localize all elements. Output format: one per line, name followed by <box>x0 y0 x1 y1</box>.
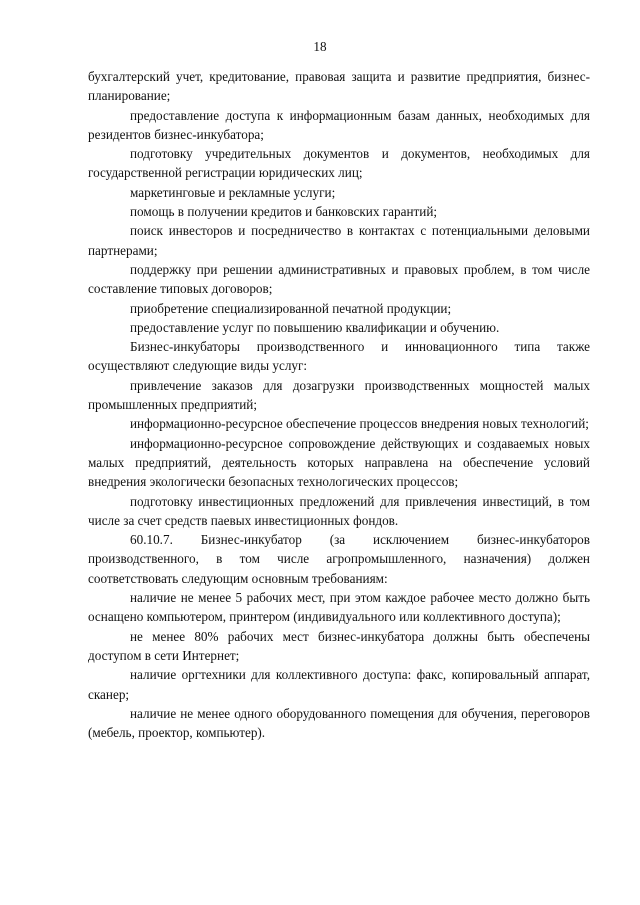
paragraph: предоставление услуг по повышению квалификации и обучению. <box>130 319 500 335</box>
paragraph: предоставление доступа к информационным базам данных, необходимых для резидентов бизнес-инкубатора; <box>88 107 590 142</box>
paragraph: привлечение заказов для дозагрузки производственных мощностей малых промышленных предприятий; <box>88 377 590 413</box>
paragraph: маркетинговые и рекламные услуги; <box>130 184 336 200</box>
paragraph: бухгалтерский учет, кредитование, правовая защита и развитие предприятия, бизнес-планирование; <box>88 69 590 104</box>
paragraph: Бизнес-инкубаторы производственного и инновационного типа также осуществляют следующие виды услуг: <box>88 339 590 374</box>
paragraph: информационно-ресурсное обеспечение процессов внедрения новых технологий; <box>130 416 589 432</box>
paragraph: поиск инвесторов и посредничество в контактах с потенциальными деловыми партнерами; <box>88 223 590 258</box>
paragraph: наличие не менее 5 рабочих мест, при этом каждое рабочее место должно быть оснащено компьютером, принтером (индивидуального или коллективного доступа); <box>88 590 590 625</box>
paragraph: подготовку инвестиционных предложений для привлечения инвестиций, в том числе за счет средств паевых инвестиционных фондов. <box>88 493 590 528</box>
paragraph: 60.10.7. Бизнес-инкубатор (за исключением бизнес-инкубаторов производственного, в том числе агропромышленного, назначения) должен соответствовать следующим основным требованиям: <box>88 532 590 586</box>
document-body <box>88 67 590 742</box>
paragraph: поддержку при решении административных и правовых проблем, в том числе составление типовых договоров; <box>88 261 590 297</box>
paragraph: наличие не менее одного оборудованного помещения для обучения, переговоров (мебель, проектор, компьютер). <box>88 705 590 741</box>
paragraph: не менее 80% рабочих мест бизнес-инкубатора должны быть обеспечены доступом в сети Интернет; <box>88 628 590 663</box>
paragraph: помощь в получении кредитов и банковских гарантий; <box>130 204 438 220</box>
paragraph: приобретение специализированной печатной продукции; <box>130 300 452 316</box>
paragraph: наличие оргтехники для коллективного доступа: факс, копировальный аппарат, сканер; <box>88 667 590 702</box>
page-number: 18 <box>313 39 327 54</box>
paragraph: подготовку учредительных документов и документов, необходимых для государственной регистрации юридических лиц; <box>88 146 590 181</box>
paragraph: информационно-ресурсное сопровождение действующих и создаваемых новых малых предприятий, деятельность которых направлена на обеспечение условий внедрения экологически безопасных технологических процессов; <box>88 435 590 490</box>
